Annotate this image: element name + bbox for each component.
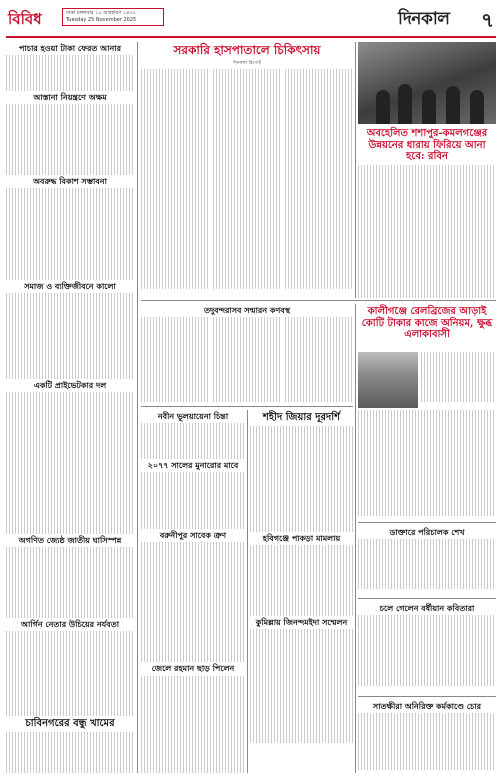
headline: হবিগঞ্জে পাকড়া মামলায় — [262, 532, 341, 543]
logo-text: দিনকাল — [398, 9, 450, 29]
page-number: ৭ — [480, 8, 494, 32]
kaliganj-headline-block — [358, 304, 496, 350]
headline: সরকারি হাসপাতালে চিকিৎসায় — [173, 43, 321, 57]
headline: সমাজ ও ব্যক্তিজীবনে কালো — [24, 281, 116, 292]
headline: আর্গিন নেতার উচিয়ের নর্যবতা — [20, 618, 120, 629]
headline: বরুনীপুর সাবেক ত্রুণ — [159, 529, 227, 540]
byline: দিনকাল রিপোর্ট — [233, 60, 261, 66]
right-article-3 — [358, 526, 496, 596]
column-1 — [6, 42, 134, 773]
center-mid-article — [141, 304, 353, 404]
headline: শহীদ জিয়ার দূরদর্শি — [262, 412, 341, 423]
headline: কালীগঞ্জে রেলব্রিজের আড়াই কোটি টাকার কাজে অনিয়ম, ক্ষুব্ধ এলাকাবাসী — [361, 306, 493, 340]
rail-bridge-photo — [358, 352, 418, 408]
date-english: Tuesday 25 November 2025 — [66, 17, 137, 23]
headline: আস্তানা নিয়ন্ত্রণে অক্ষম — [33, 91, 107, 102]
headline: চাবিনগরের বন্ধু খামের — [25, 718, 115, 729]
masthead — [6, 6, 496, 38]
section-title: বিবিধ — [8, 10, 42, 28]
center-lower-left — [141, 410, 245, 773]
headline: তদুবন্দরাসব সন্মারন কণবস্থ — [203, 305, 291, 315]
news-photo — [358, 42, 496, 124]
right-top-article — [358, 126, 496, 298]
headline: ২০৭৭ সালের মুনারোর মাবে — [147, 459, 239, 470]
newspaper-logo — [398, 6, 476, 32]
headline: অবহেলিত শশাপুর-কমলগঞ্জের উন্নয়নের ধারায় ফিরিয়ে আনা হবে: রবিন — [366, 128, 488, 162]
date-bengali: ঢাকা মঙ্গলবার ১০ অগ্রহায়ণ ১৪৩২ — [66, 10, 136, 16]
kaliganj-body — [358, 410, 496, 520]
headline: চলে গেলেন বর্ষীয়ান কবিতারা — [379, 603, 475, 613]
headline: একটি প্রাইভেটকার দল — [33, 379, 107, 390]
kaliganj-lead-text — [421, 352, 496, 408]
right-article-4 — [358, 602, 496, 694]
headline: সাতক্ষীরা অনিরিক্ত কর্মকাণ্ডে চোর — [372, 701, 482, 711]
headline: অবরুদ্ধ বিকাশ সম্ভাবনা — [33, 175, 107, 186]
headline: পাচার হওয়া টাকা ফেরত আনার — [19, 43, 121, 53]
right-article-5 — [358, 700, 496, 773]
newspaper-page — [6, 6, 496, 773]
headline: ডাক্তারে পরিচালক শেখ — [389, 527, 465, 537]
center-top-article — [141, 42, 353, 300]
headline: নবীন ভূলয়ায়েনা চিন্তা — [157, 411, 229, 421]
headline: জেলে রহমান ছাড় পিলেন — [151, 663, 235, 674]
date-box — [62, 8, 164, 26]
headline: কুমিল্লায় জিনন্দমইদা সম্মেলন — [255, 617, 348, 628]
headline: অগণিত জ্যেষ্ঠ জাতীয় ঘাসিস্পন্ন — [18, 534, 122, 545]
center-lower-right — [250, 410, 353, 773]
